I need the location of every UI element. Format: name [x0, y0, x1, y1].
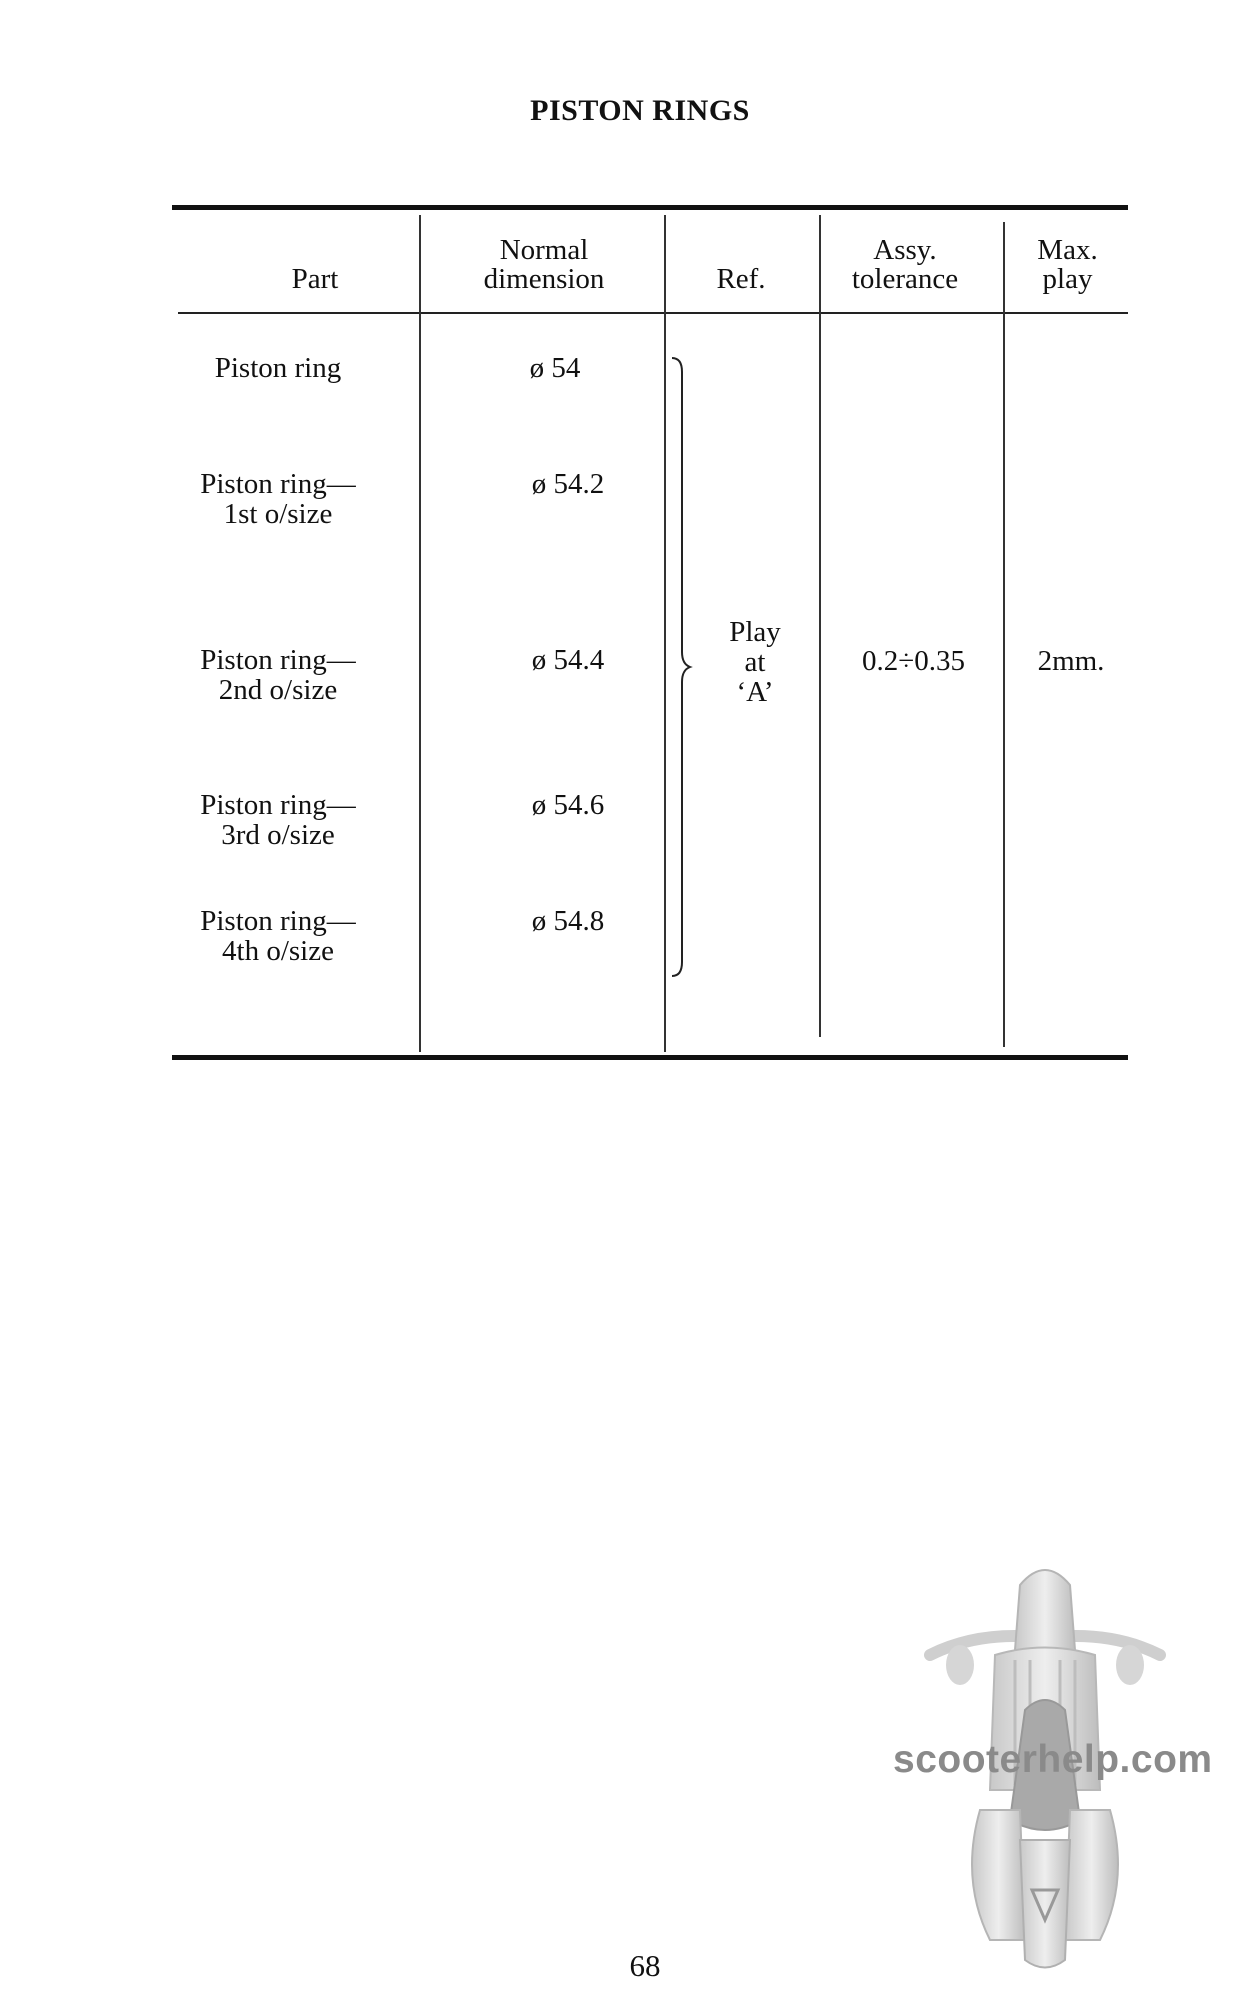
table-row-part: Piston ring— 2nd o/size: [200, 644, 356, 706]
table-top-rule: [172, 205, 1128, 210]
ref-value: Play at ‘A’: [729, 616, 781, 708]
table-row-part: Piston ring— 4th o/size: [200, 905, 356, 967]
header-assy-tolerance: Assy. tolerance: [851, 234, 959, 295]
table-row-part: Piston ring— 1st o/size: [200, 468, 356, 530]
table-row-dimension: ø 54.8: [531, 905, 605, 937]
assy-tolerance-value: 0.2÷0.35: [862, 645, 965, 677]
table-row-dimension: ø 54.2: [531, 468, 605, 500]
column-divider: [419, 215, 421, 1052]
header-rule: [178, 312, 1128, 314]
watermark-text: scooterhelp.com: [893, 1738, 1213, 1781]
header-ref: Ref.: [716, 263, 766, 295]
column-divider: [1003, 222, 1005, 1047]
table-bottom-rule: [172, 1055, 1128, 1060]
table-row-part: Piston ring— 3rd o/size: [200, 789, 356, 851]
column-divider: [664, 215, 666, 1052]
table-row-part: Piston ring: [214, 352, 342, 384]
table-row-dimension: ø 54.4: [531, 644, 605, 676]
table-row-dimension: ø 54: [529, 352, 581, 384]
header-normal-dimension: Normal dimension: [483, 234, 605, 295]
page-number: 68: [629, 1948, 661, 1983]
table-row-dimension: ø 54.6: [531, 789, 605, 821]
header-max-play: Max. play: [1037, 234, 1098, 295]
max-play-value: 2mm.: [1037, 645, 1105, 677]
header-part: Part: [291, 263, 339, 295]
page-title: PISTON RINGS: [530, 94, 750, 127]
